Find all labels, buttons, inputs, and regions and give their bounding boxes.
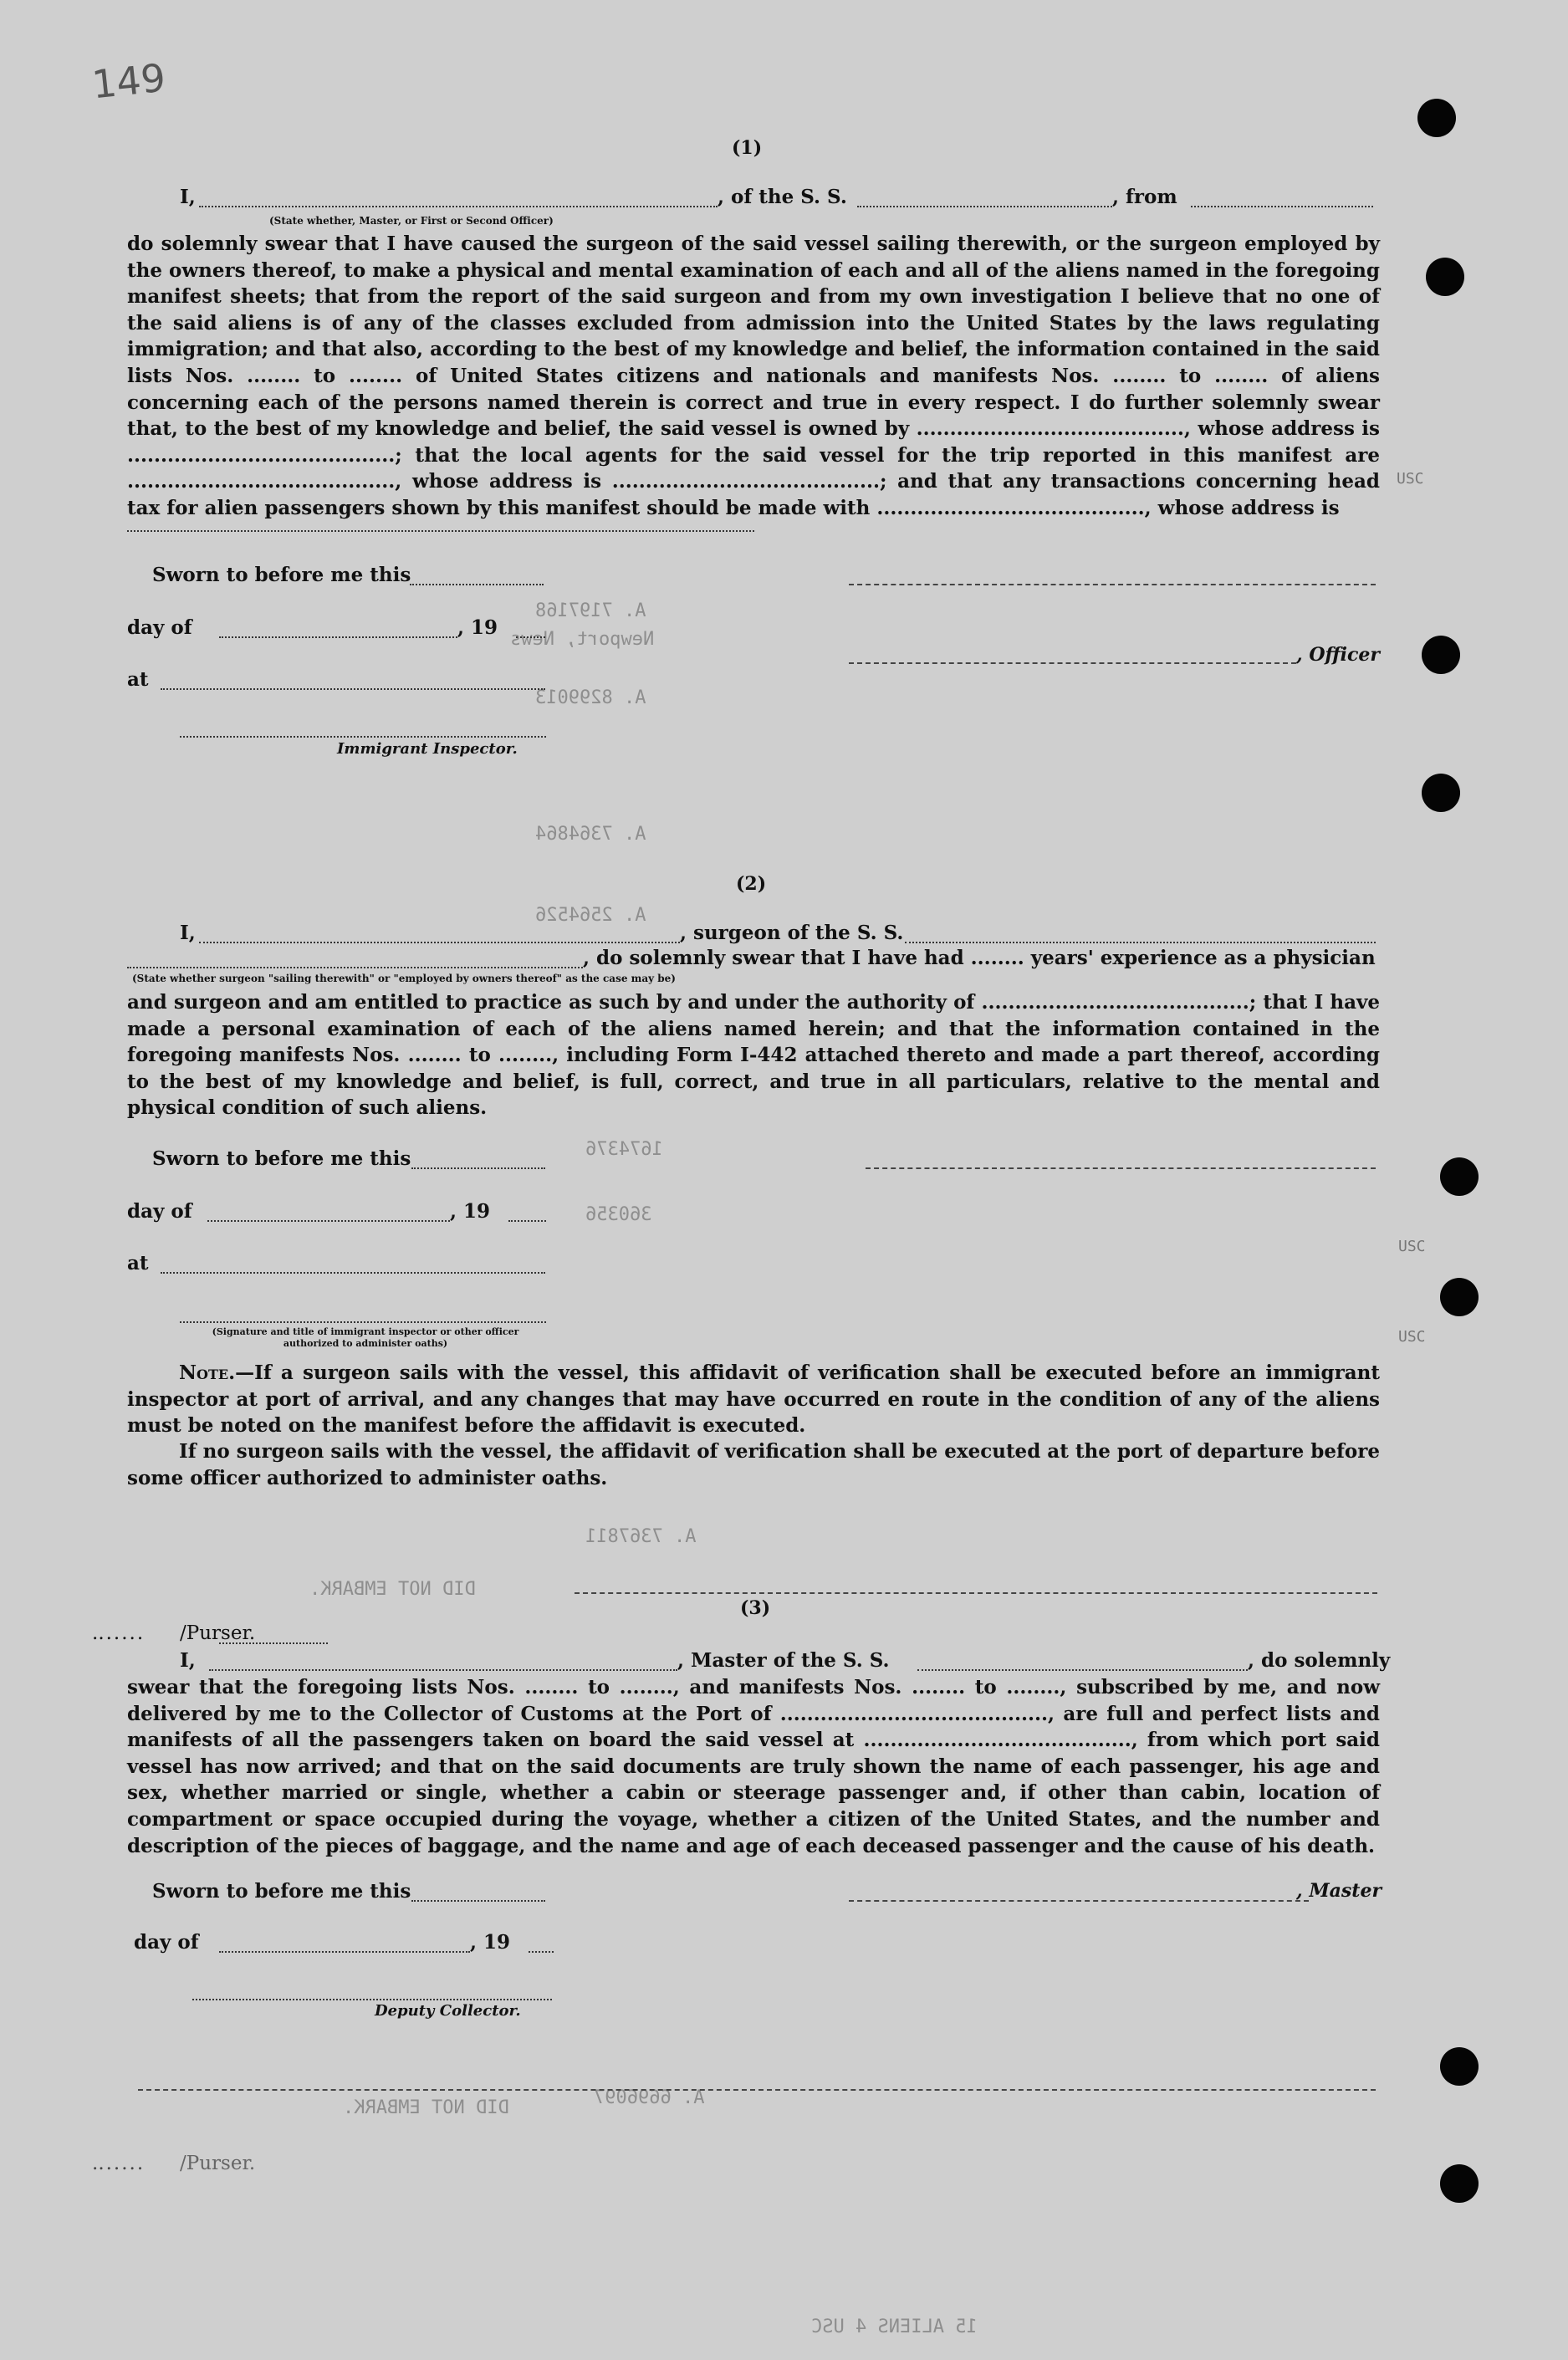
section-1-year-line [516, 635, 545, 638]
section-2-day-line [207, 1218, 450, 1222]
bleed-through-line: DID NOT EMBARK. [309, 1579, 476, 1600]
section-2-surgeon-signature-line [866, 1166, 1376, 1169]
section-2-note2 [127, 1438, 1380, 1491]
binder-hole [1417, 99, 1456, 137]
bleed-through-line: 1674376 [585, 1139, 663, 1160]
section-3-i: I, [180, 1649, 196, 1672]
section-3-collector-line [192, 1997, 552, 2000]
section-2-line2: , do solemnly swear that I have had ........ years' experience as a physician [583, 947, 1376, 969]
section-2-sworn-line [411, 1166, 545, 1169]
section-1-body: do solemnly swear that I have caused the surgeon of the said vessel sailing therewith, or the surgeon employed by the owners thereof, to make a physical and mental examination of each and all of the aliens named in the foregoing manifest sheets; that from the report of the said surgeon and from my own investigation I believe that no one of the said aliens is of any of the classes excluded from admission into the United States by the laws regulating immigration; and that also, according to the best of my knowledge and belief, the information contained in the said lists Nos. ........ to ........ of United States citizens and nationals and manifests Nos. ........ to ........ of aliens concerning each of the persons named therein is correct and true in every respect. I do further solemnly swear that, to the best of my knowledge and belief, the said vessel is owned by ........................................, whose address is ........................................; that the local agents for the said vessel for the trip reported in this manifest are ........................................, whose address is ........................................; and that any transactions concerning head tax for alien passengers shown by this manifest should be made with ........................................, whose address is [127, 232, 1380, 519]
bleed-through-line: A. 6696097 [594, 2087, 705, 2108]
side-stamp: USC [1397, 470, 1424, 488]
section-3-master-signature-line [849, 1898, 1309, 1902]
footer-purser: /Purser. [180, 2153, 256, 2174]
section-2-sworn: Sworn to before me this [152, 1147, 411, 1170]
section-2-at: at [127, 1252, 149, 1275]
footer-did-not-embark: DID NOT EMBARK. [343, 2097, 509, 2118]
bleed-through-line: A. 7197168 [535, 600, 646, 621]
section-3-sworn: Sworn to before me this [152, 1880, 411, 1903]
binder-hole [1440, 2047, 1479, 2086]
section-2-day-of: day of [127, 1200, 192, 1223]
section-3-day-line [219, 1949, 470, 1953]
section-1-of-ss: , of the S. S. [718, 186, 847, 208]
bleed-through-line: Newport, News [510, 629, 655, 650]
section-2-vessel-line [905, 940, 1376, 943]
section-1-sworn-line [410, 582, 544, 585]
master-name-line [209, 1668, 677, 1671]
bleed-through-line: A. 7364864 [535, 824, 646, 845]
bleed-through-line: 15 ALIENS 4 USC [811, 2317, 978, 2337]
section-1-officer: , Officer [1296, 644, 1381, 666]
surgeon-type-line [127, 965, 583, 968]
binder-hole [1422, 636, 1460, 674]
binder-hole [1440, 2164, 1479, 2203]
section-3-sworn-line [411, 1898, 545, 1902]
side-stamp: USC [1398, 1328, 1426, 1346]
section-1-day-line [219, 635, 457, 638]
section-2-signature-note: (Signature and title of immigrant inspector or other officer authorized to administer oaths) [212, 1326, 519, 1349]
section-3-master-of: , Master of the S. S. [677, 1649, 890, 1672]
section-3-year-line [529, 1949, 554, 1953]
section-1-officer-line [849, 661, 1296, 664]
section-2-inspector-line [180, 1320, 546, 1323]
section-2-note [127, 1360, 1380, 1439]
section-3-vessel-line [917, 1668, 1248, 1671]
corner-number: 149 [89, 54, 168, 108]
officer-name-line [199, 204, 718, 207]
section-1-sworn: Sworn to before me this [152, 564, 411, 586]
binder-hole [1426, 258, 1464, 296]
officer-note: (State whether, Master, or First or Second Officer) [269, 215, 554, 227]
section-3-day-of: day of [134, 1931, 199, 1954]
section-1-at-line [161, 687, 545, 690]
section-2-body: and surgeon and am entitled to practice as such by and under the authority of ........................................; that I have made a personal examination of each of the aliens named herein; and that the information contained in the foregoing manifests Nos. ........ to ........, including Form I-442 attached thereto and made a part thereof, according to the best of my knowledge and belief, is full, correct, and true in all particulars, relative to the mental and physical condition of such aliens. [127, 991, 1380, 1120]
section-3-master: , Master [1296, 1880, 1382, 1902]
footer-purser-name: ....... [92, 2153, 146, 2174]
section-1-officer-signature-line [849, 582, 1376, 585]
section-3-year: , 19 [470, 1931, 511, 1954]
from-port-line [1191, 204, 1373, 207]
side-stamp: USC [1398, 1238, 1426, 1255]
footer-divider [138, 2087, 1376, 2091]
section-3-body: swear that the foregoing lists Nos. ........ to ........, and manifests Nos. ........ to ........, subscribed by me, and now delivered by me to the Collector of Customs at the Port of ........................................, are full and perfect lists and manifests of all the passengers taken on board the said vessel at ........................................, from which port said vessel has now arrived; and that on the said documents are truly shown the name of each passenger, his age and sex, whether married or single, whether a cabin or steerage passenger and, if other than cabin, location of compartment or space occupied during the voyage, whether a citizen of the United States, and the number and description of the pieces of baggage, and the name and age of each deceased passenger and the cause of his death. [127, 1676, 1380, 1857]
section-3-collector: Deputy Collector. [375, 2002, 521, 2020]
section-1-from: , from [1112, 186, 1177, 208]
section-1-inspector: Immigrant Inspector. [337, 740, 518, 758]
note-label: Note. [179, 1361, 236, 1384]
section-1-i: I, [180, 186, 196, 208]
section-1-year: , 19 [457, 616, 498, 639]
surgeon-name-line [199, 940, 680, 943]
bleed-through-line: A. 7367811 [585, 1526, 697, 1547]
section-2-surgeon-of: , surgeon of the S. S. [680, 922, 904, 944]
bleed-through-line: A. 2564526 [535, 905, 646, 926]
section-2-at-line [161, 1270, 545, 1274]
section-3-purser: /Purser. [180, 1622, 256, 1644]
section-divider [575, 1591, 1377, 1594]
section-1-address-line [127, 529, 754, 532]
binder-hole [1440, 1278, 1479, 1316]
bleed-through-line: 360356 [585, 1204, 652, 1225]
section-2-year: , 19 [450, 1200, 491, 1223]
section-3-purser-name: ....... [92, 1622, 146, 1644]
binder-hole [1422, 774, 1460, 812]
surgeon-note: (State whether surgeon "sailing therewith" or "employed by owners thereof" as the case may be) [132, 973, 676, 984]
section-1-number: (1) [732, 137, 763, 159]
section-1-at: at [127, 668, 149, 691]
section-2-number: (2) [736, 873, 767, 895]
section-3-number: (3) [740, 1597, 771, 1619]
note2-text: If no surgeon sails with the vessel, the affidavit of verification shall be executed at the port of departure before some officer authorized to administer oaths. [127, 1440, 1380, 1489]
section-2-i: I, [180, 922, 196, 944]
bleed-through-line: A. 8299013 [535, 687, 646, 708]
note-text: —If a surgeon sails with the vessel, this affidavit of verification shall be executed before an immigrant inspector at port of arrival, and any changes that may have occurred en route in the condition of any of the aliens must be noted on the manifest before the affidavit is executed. [127, 1361, 1380, 1438]
vessel-name-line [857, 204, 1112, 207]
binder-hole [1440, 1157, 1479, 1196]
section-1-day-of: day of [127, 616, 192, 639]
section-2-year-line [508, 1218, 546, 1222]
section-3-do-solemnly: , do solemnly [1248, 1649, 1391, 1672]
section-1-inspector-line [180, 734, 546, 738]
